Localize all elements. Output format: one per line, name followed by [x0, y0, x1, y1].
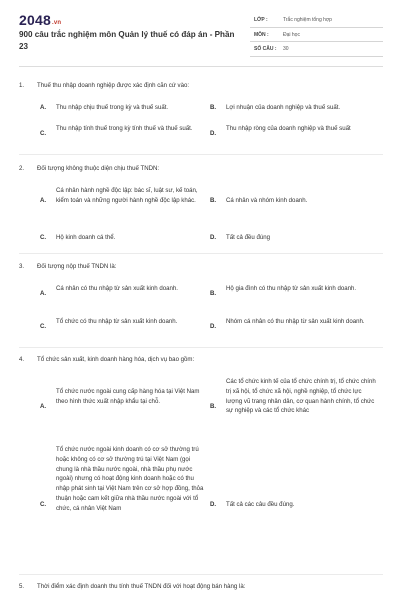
option-text: Tất cả các câu đều đúng.	[226, 501, 295, 508]
option-text: Hộ gia đình có thu nhập từ sản xuất kinh doanh.	[226, 285, 357, 292]
option-text: Tất cả đều đúng	[226, 234, 271, 241]
meta-row-class	[250, 13, 383, 28]
option-letter: B.	[210, 197, 217, 204]
page-title: 900 câu trắc nghiệm môn Quản lý thuế có đáp án - Phần 23	[19, 30, 235, 51]
option-letter: C.	[40, 130, 47, 137]
option-letter: D.	[210, 501, 217, 508]
option-letter: C.	[40, 234, 47, 241]
question-number: 3.	[19, 263, 25, 270]
option-text: Hộ kinh doanh cá thể.	[56, 234, 116, 241]
option-letter: C.	[40, 323, 47, 330]
meta-value[interactable]: Đại học	[283, 31, 300, 38]
option-text: Cá nhân có thu nhập từ sản xuất kinh doanh.	[56, 285, 178, 292]
option-text: Lợi nhuận của doanh nghiệp và thuế suất.	[226, 104, 341, 111]
question-number: 2.	[19, 165, 25, 172]
option-letter: A.	[40, 290, 47, 297]
question-separator	[19, 347, 383, 348]
option-letter: B.	[210, 290, 217, 297]
option-letter: D.	[210, 234, 217, 241]
meta-key: MÔN :	[254, 31, 269, 38]
option-text: Thu nhập ròng của doanh nghiệp và thuế suất	[226, 125, 351, 132]
option-letter: B.	[210, 104, 217, 111]
option-letter: D.	[210, 130, 217, 137]
option-text: Thu nhập chịu thuế trong kỳ và thuế suất.	[56, 104, 169, 111]
option-letter: A.	[40, 197, 47, 204]
option-text: Tổ chức nước ngoài kinh doanh có cơ sở thường trú hoặc không có cơ sở thường trú tại Việt Nam (gọi chung là nhà thầu nước ngoài, nhà thầu phụ nước ngoài) nhưng có hoạt động kinh doanh hoặc có thu nhập phát sinh tại Việt Nam trên cơ sở hợp đồng, thỏa thuận hoặc cam kết giữa nhà thầu nước ngoài với tổ chức, cá nhân Việt Nam	[56, 446, 204, 512]
question-text: Thời điểm xác định doanh thu tính thuế TNDN đối với hoạt động bán hàng là:	[37, 583, 246, 590]
meta-row-subject	[250, 28, 383, 43]
question-separator	[19, 574, 383, 575]
logo-suffix: .vn	[51, 20, 62, 26]
page-header	[0, 0, 400, 62]
option-text: Thu nhập tính thuế trong kỳ tính thuế và thuế suất.	[56, 125, 193, 132]
meta-value[interactable]: Trắc nghiệm tổng hợp	[283, 17, 332, 23]
question-text: Thuế thu nhập doanh nghiệp được xác định căn cứ vào:	[37, 82, 190, 89]
logo-text: 2048	[19, 12, 51, 28]
question-separator	[19, 154, 383, 155]
question-number: 4.	[19, 356, 25, 363]
option-text: Nhóm cá nhân có thu nhập từ sản xuất kinh doanh.	[226, 318, 365, 325]
question-text: Tổ chức sản xuất, kinh doanh hàng hóa, dịch vụ bao gồm:	[37, 356, 195, 363]
question-number: 1.	[19, 82, 25, 89]
meta-row-count	[250, 42, 383, 57]
option-text: Cá nhân hành nghề độc lập: bác sĩ, luật sư, kế toán, kiểm toán và những người hành nghề độc lập khác.	[56, 187, 198, 204]
question-separator	[19, 253, 383, 254]
option-letter: D.	[210, 323, 217, 330]
question-number: 5.	[19, 583, 25, 590]
option-letter: B.	[210, 403, 217, 410]
option-text: Cá nhân và nhóm kinh doanh.	[226, 197, 308, 204]
option-text: Các tổ chức kinh tế của tổ chức chính trị, tổ chức chính trị xã hội, tổ chức xã hội, nghề nghiệp, tổ chức lực lượng vũ trang nhân dân, cơ quan hành chính, tổ chức sự nghiệp và các tổ chức khác	[226, 378, 376, 415]
question-text: Đối tượng nộp thuế TNDN là:	[37, 263, 117, 270]
option-letter: A.	[40, 104, 47, 111]
site-logo[interactable]	[19, 12, 61, 28]
option-letter: A.	[40, 403, 47, 410]
meta-table	[250, 13, 383, 57]
option-text: Tổ chức nước ngoài cung cấp hàng hóa tại Việt Nam theo hình thức xuất nhập khẩu tại chỗ.	[56, 388, 200, 405]
option-letter: C.	[40, 501, 47, 508]
option-text: Tổ chức có thu nhập từ sản xuất kinh doanh.	[56, 318, 178, 325]
meta-key: SỐ CÂU :	[254, 46, 277, 52]
question-text: Đối tượng không thuộc diện chịu thuế TNDN:	[37, 165, 160, 172]
meta-value: 30	[283, 46, 289, 52]
header-divider	[19, 66, 383, 67]
meta-key: LỚP :	[254, 17, 268, 23]
